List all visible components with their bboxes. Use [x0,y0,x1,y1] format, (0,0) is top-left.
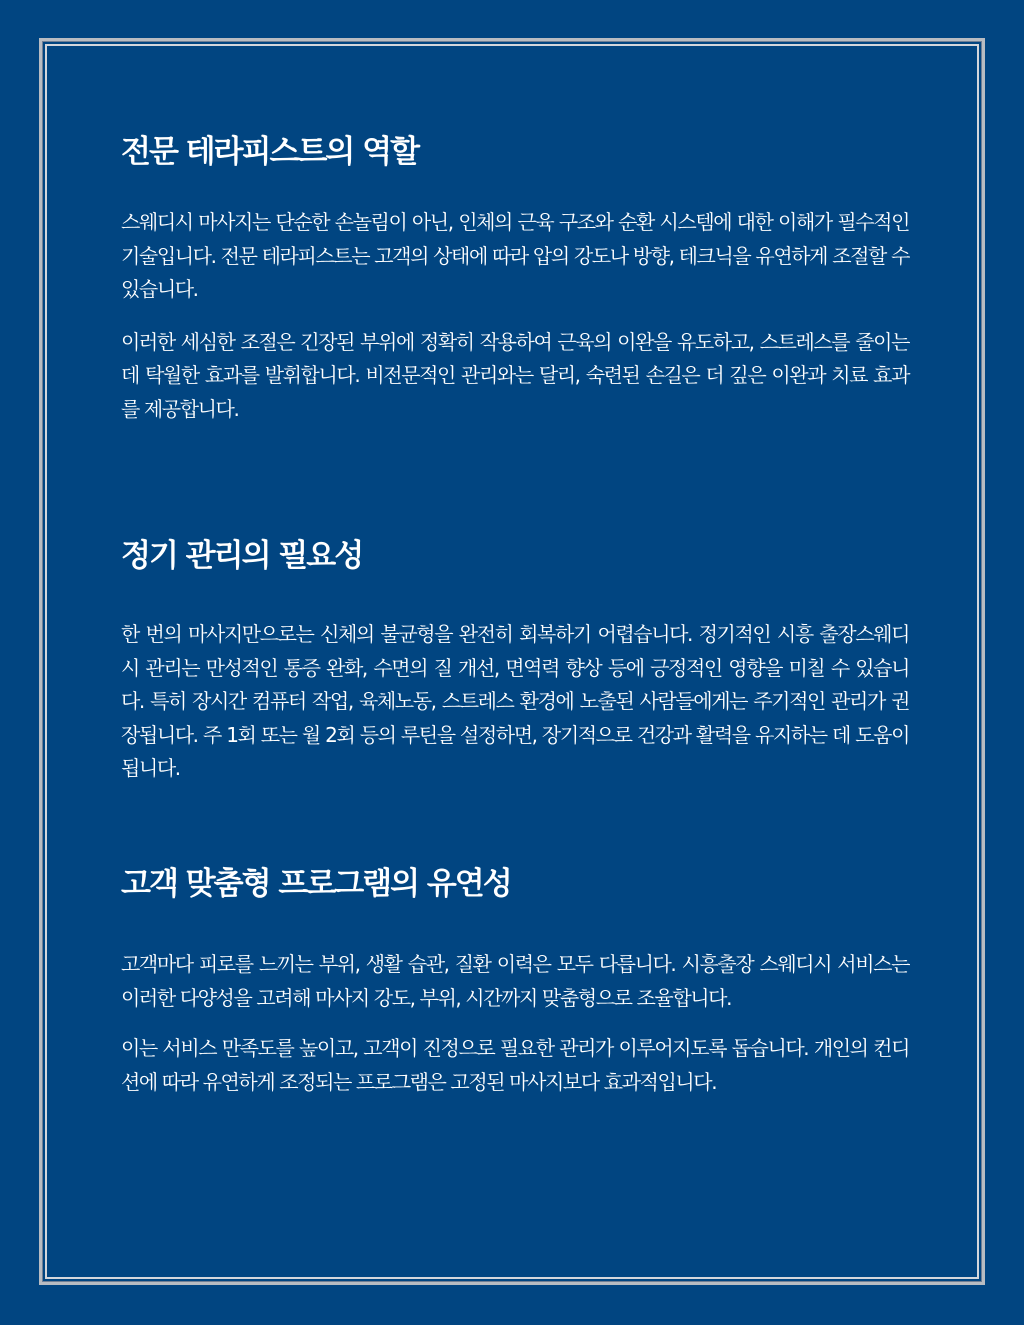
section-regular-care [121,532,909,786]
section-therapist-role [121,128,909,426]
section-heading: 고객 맞춤형 프로그램의 유연성 [121,866,511,902]
section-paragraph: 이러한 세심한 조절은 긴장된 부위에 정확히 작용하여 근육의 이완을 유도하고, 스트레스를 줄이는 데 탁월한 효과를 발휘합니다. 비전문적인 관리와는 달리, 숙련된 손길은 더 깊은 이완과 치료 효과를 제공합니다. [121,329,909,421]
section-custom-program [121,860,909,1099]
section-heading: 전문 테라피스트의 역할 [121,134,419,170]
section-paragraph: 한 번의 마사지만으로는 신체의 불균형을 완전히 회복하기 어렵습니다. 정기적인 시흥 출장스웨디시 관리는 만성적인 통증 완화, 수면의 질 개선, 면역력 향상 등에 긍정적인 영향을 미칠 수 있습니다. 특히 장시간 컴퓨터 작업, 육체노동, 스트레스 환경에 노출된 사람들에게는 주기적인 관리가 권장됩니다. 주 1회 또는 월 2회 등의 루틴을 설정하면, 장기적으로 건강과 활력을 유지하는 데 도움이 됩니다. [121,622,909,780]
section-paragraph: 고객마다 피로를 느끼는 부위, 생활 습관, 질환 이력은 모두 다릅니다. 시흥출장 스웨디시 서비스는 이러한 다양성을 고려해 마사지 강도, 부위, 시간까지 맞춤형으로 조율합니다. [121,952,909,1010]
article-body [121,128,909,1094]
section-heading: 정기 관리의 필요성 [121,538,363,574]
section-paragraph: 스웨디시 마사지는 단순한 손놀림이 아닌, 인체의 근육 구조와 순환 시스템에 대한 이해가 필수적인 기술입니다. 전문 테라피스트는 고객의 상태에 따라 압의 강도나 방향, 테크닉을 유연하게 조절할 수 있습니다. [121,210,909,301]
section-paragraph: 이는 서비스 만족도를 높이고, 고객이 진정으로 필요한 관리가 이루어지도록 돕습니다. 개인의 컨디션에 따라 유연하게 조정되는 프로그램은 고정된 마사지보다 효과적입니다. [121,1036,909,1094]
